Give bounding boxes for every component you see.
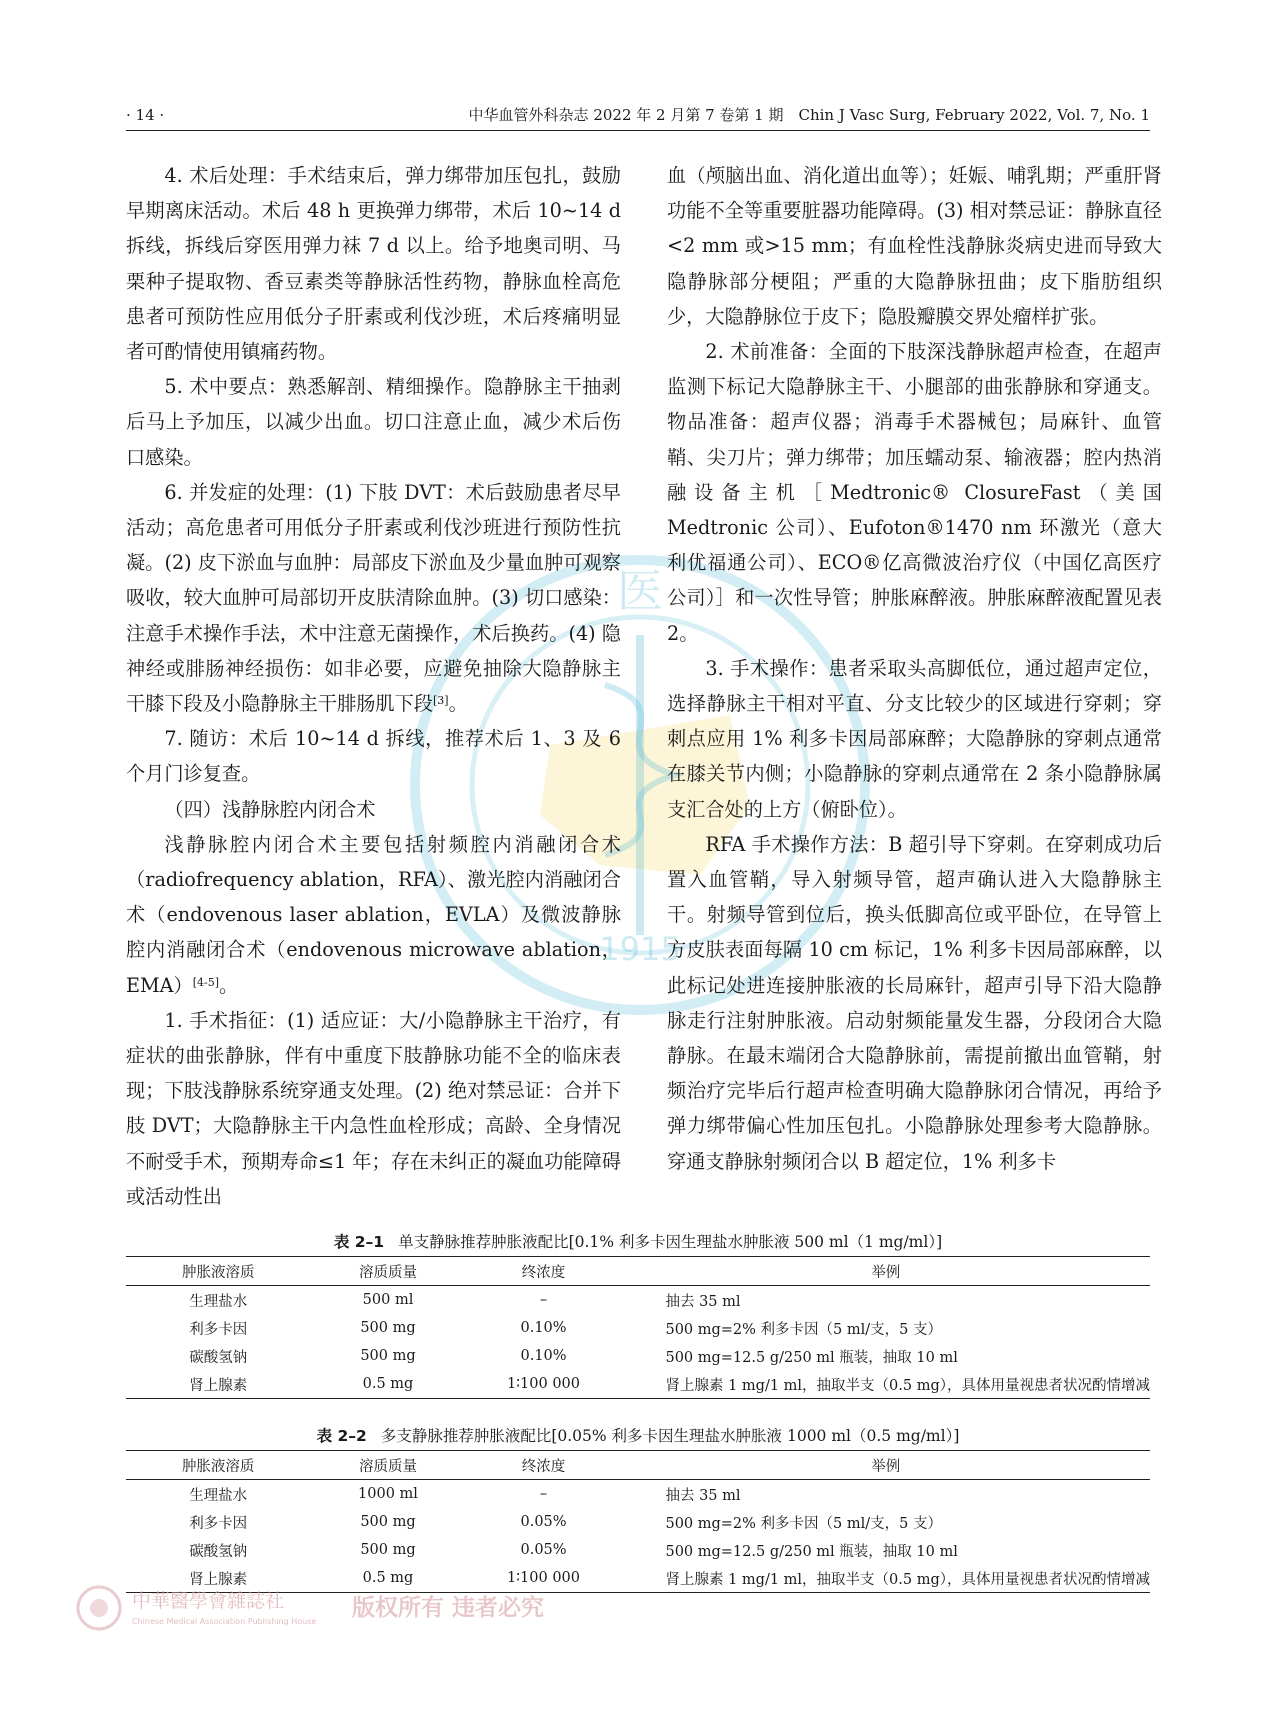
column-header: 终浓度 <box>466 1451 622 1480</box>
column-header: 举例 <box>621 1451 1150 1480</box>
table-cell: 500 ml <box>362 1292 414 1308</box>
journal-citation: 中华血管外科杂志 2022 年 2 月第 7 卷第 1 期 Chin J Vasc Surg, February 2022, Vol. 7, No. 1 <box>468 106 1150 124</box>
citation-ref: [3] <box>433 694 449 708</box>
table-cell: 抽去 35 ml <box>665 1293 741 1310</box>
left-column <box>126 158 621 1214</box>
column-header: 肿胀液溶质 <box>126 1451 310 1480</box>
table-cell: 肾上腺素 1 mg/1 ml，抽取半支（0.5 mg），具体用量视患者状况酌情增减 <box>665 1377 1150 1394</box>
paragraph-followup: 7. 随访：术后 10~14 d 拆线，推荐术后 1、3 及 6 个月门诊复查。 <box>126 727 621 786</box>
right-column <box>667 158 1162 1179</box>
table-cell: 碳酸氢钠 <box>189 1349 248 1366</box>
table-cell: 利多卡因 <box>189 1321 248 1338</box>
table-2-1 <box>126 1228 1150 1399</box>
table-cell: 0.05% <box>520 1542 567 1558</box>
column-header: 溶质质量 <box>310 1451 465 1480</box>
table-header-row <box>126 1257 1150 1286</box>
paragraph-postop-care: 4. 术后处理：手术结束后，弹力绑带加压包扎，鼓励早期离床活动。术后 48 h 更换弹力绑带，术后 10~14 d 拆线，拆线后穿医用弹力袜 7 d 以上。给予地奥司明、马栗种子提取物、香豆素类等静脉活性药物，静脉血栓高危患者可预防性应用低分子肝素或利伐沙班，术后疼痛明显者可酌情使用镇痛药物。 <box>126 164 621 364</box>
publisher-logo <box>74 1583 594 1633</box>
table-cell: – <box>539 1486 548 1502</box>
table-cell: 500 mg=12.5 g/250 ml 瓶装，抽取 10 ml <box>665 1543 958 1560</box>
paragraph-procedure: 3. 手术操作：患者采取头高脚低位，通过超声定位，选择静脉主干相对平直、分支比较少的区域进行穿刺；穿刺点应用 1% 利多卡因局部麻醉；大隐静脉的穿刺点通常在膝关节内侧；小隐静脉的穿刺点通常在 2 条小隐静脉属支汇合处的上方（俯卧位）。 <box>667 656 1162 821</box>
page-number: · 14 · <box>126 106 165 124</box>
table-caption <box>126 1228 1150 1256</box>
table-cell: 1000 ml <box>358 1486 418 1502</box>
table-row <box>126 1342 1150 1370</box>
table-caption <box>126 1422 1150 1450</box>
table-cell: 500 mg <box>360 1514 416 1530</box>
table-cell: 0.05% <box>520 1514 567 1530</box>
table-cell: 500 mg <box>360 1542 416 1558</box>
table-cell: 500 mg <box>360 1320 416 1336</box>
table-row <box>126 1286 1150 1315</box>
table-row <box>126 1536 1150 1564</box>
svg-text:Chinese Medical Association Pu: Chinese Medical Association Publishing House <box>132 1617 317 1626</box>
column-header: 肿胀液溶质 <box>126 1257 310 1286</box>
table-row <box>126 1314 1150 1342</box>
svg-text:医: 医 <box>617 564 663 618</box>
table-cell: 500 mg=2% 利多卡因（5 ml/支，5 支） <box>665 1321 942 1338</box>
table-title: 单支静脉推荐肿胀液配比[0.1% 利多卡因生理盐水肿胀液 500 ml（1 mg/ml）] <box>398 1233 943 1251</box>
table-cell: 抽去 35 ml <box>665 1487 741 1504</box>
column-header: 终浓度 <box>466 1257 622 1286</box>
table-row <box>126 1480 1150 1509</box>
table-2-2 <box>126 1422 1150 1593</box>
citation-ref: [4-5] <box>192 975 219 989</box>
paragraph-intraop-points: 5. 术中要点：熟悉解剖、精细操作。隐静脉主干抽剥后马上予加压，以减少出血。切口注意止血，减少术后伤口感染。 <box>126 375 621 469</box>
table-cell: – <box>539 1292 548 1308</box>
paragraph-complications: 6. 并发症的处理：(1) 下肢 DVT：术后鼓励患者尽早活动；高危患者可用低分子肝素或利伐沙班进行预防性抗凝。(2) 皮下淤血与血肿：局部皮下淤血及少量血肿可观察吸收，较大血肿可局部切开皮肤清除血肿。(3) 切口感染：注意手术操作手法，术中注意无菌操作，术后换药。(4) 隐神经或腓肠神经损伤：如非必要，应避免抽除大隐静脉主干膝下段及小隐静脉主干腓肠肌下段[3]。 <box>126 480 621 716</box>
table-cell: 生理盐水 <box>189 1487 248 1504</box>
table-cell: 0.5 mg <box>362 1570 414 1586</box>
table-cell: 500 mg=12.5 g/250 ml 瓶装，抽取 10 ml <box>665 1349 958 1366</box>
table-number: 表 2–2 <box>316 1427 367 1445</box>
table-cell: 肾上腺素 <box>189 1377 248 1394</box>
table-title: 多支静脉推荐肿胀液配比[0.05% 利多卡因生理盐水肿胀液 1000 ml（0.5 mg/ml）] <box>380 1427 960 1445</box>
table-cell: 500 mg <box>360 1348 416 1364</box>
table-cell: 1∶100 000 <box>507 1570 581 1586</box>
column-header: 溶质质量 <box>310 1257 465 1286</box>
table-row <box>126 1370 1150 1399</box>
svg-text:1915: 1915 <box>599 930 681 968</box>
data-table <box>126 1256 1150 1399</box>
table-cell: 1∶100 000 <box>507 1376 580 1392</box>
paragraph-preop-preparation: 2. 术前准备：全面的下肢深浅静脉超声检查，在超声监测下标记大隐静脉主干、小腿部的曲张静脉和穿通支。物品准备：超声仪器；消毒手术器械包；局麻针、血管鞘、尖刀片；弹力绑带；加压蠕动泵、输液器；腔内热消融设备主机［Medtronic® ClosureFast（美国 Medtronic 公司）、Eufoton®1470 nm 环激光（意大利优福通公司）、ECO®亿高微波治疗仪（中国亿高医疗公司）］和一次性导管；肿胀麻醉液。肿胀麻醉液配置见表 2。 <box>667 340 1162 645</box>
table-cell: 500 mg=2% 利多卡因（5 ml/支，5 支） <box>665 1515 942 1532</box>
table-cell: 0.10% <box>520 1348 567 1364</box>
section-heading: （四）浅静脉腔内闭合术 <box>164 797 376 821</box>
data-table <box>126 1450 1150 1593</box>
paragraph-rfa-method: RFA 手术操作方法：B 超引导下穿刺。在穿刺成功后置入血管鞘，导入射频导管，超声确认进入大隐静脉主干。射频导管到位后，换头低脚高位或平卧位，在导管上方皮肤表面每隔 10 cm 标记，1% 利多卡因局部麻醉，以此标记处进连接肿胀液的长局麻针，超声引导下沿大隐静脉走行注射肿胀液。启动射频能量发生器，分段闭合大隐静脉。在最末端闭合大隐静脉前，需提前撤出血管鞘，射频治疗完毕后行超声检查明确大隐静脉闭合情况，再给予弹力绑带偏心性加压包扎。小隐静脉处理参考大隐静脉。穿通支静脉射频闭合以 B 超定位，1% 利多卡 <box>667 832 1162 1173</box>
table-cell: 肾上腺素 1 mg/1 ml，抽取半支（0.5 mg），具体用量视患者状况酌情增减 <box>665 1571 1150 1588</box>
paragraph-contraindications-cont: 血（颅脑出血、消化道出血等）；妊娠、哺乳期；严重肝肾功能不全等重要脏器功能障碍。(3) 相对禁忌证：静脉直径<2 mm 或>15 mm；有血栓性浅静脉炎病史进而导致大隐静脉部分梗阻；严重的大隐静脉扭曲；皮下脂肪组织少，大隐静脉位于皮下；隐股瓣膜交界处瘤样扩张。 <box>667 164 1162 328</box>
table-cell: 0.10% <box>520 1320 567 1336</box>
table-cell: 碳酸氢钠 <box>189 1543 248 1560</box>
svg-text:版权所有 违者必究: 版权所有 违者必究 <box>352 1595 545 1621</box>
paragraph-endovenous-intro: 浅静脉腔内闭合术主要包括射频腔内消融闭合术（radiofrequency ablation，RFA）、激光腔内消融闭合术（endovenous laser ablation，EVLA）及微波静脉腔内消融闭合术（endovenous microwave ablation，EMA）[4-5]。 <box>126 832 621 997</box>
running-header <box>126 100 1150 131</box>
table-cell: 利多卡因 <box>189 1515 248 1532</box>
paragraph-indications: 1. 手术指征：(1) 适应证：大/小隐静脉主干治疗，有症状的曲张静脉，伴有中重度下肢静脉功能不全的临床表现；下肢浅静脉系统穿通支处理。(2) 绝对禁忌证：合并下肢 DVT；大隐静脉主干内急性血栓形成；高龄、全身情况不耐受手术，预期寿命≤1 年；存在未纠正的凝血功能障碍或活动性出 <box>126 1008 621 1208</box>
svg-text:中華醫學會雜誌社: 中華醫學會雜誌社 <box>132 1590 285 1612</box>
table-row <box>126 1508 1150 1536</box>
table-header-row <box>126 1451 1150 1480</box>
column-header: 举例 <box>621 1257 1150 1286</box>
table-cell: 生理盐水 <box>189 1293 248 1310</box>
table-cell: 0.5 mg <box>362 1376 414 1392</box>
table-number: 表 2–1 <box>333 1233 385 1251</box>
table-cell: 肾上腺素 <box>189 1571 248 1588</box>
